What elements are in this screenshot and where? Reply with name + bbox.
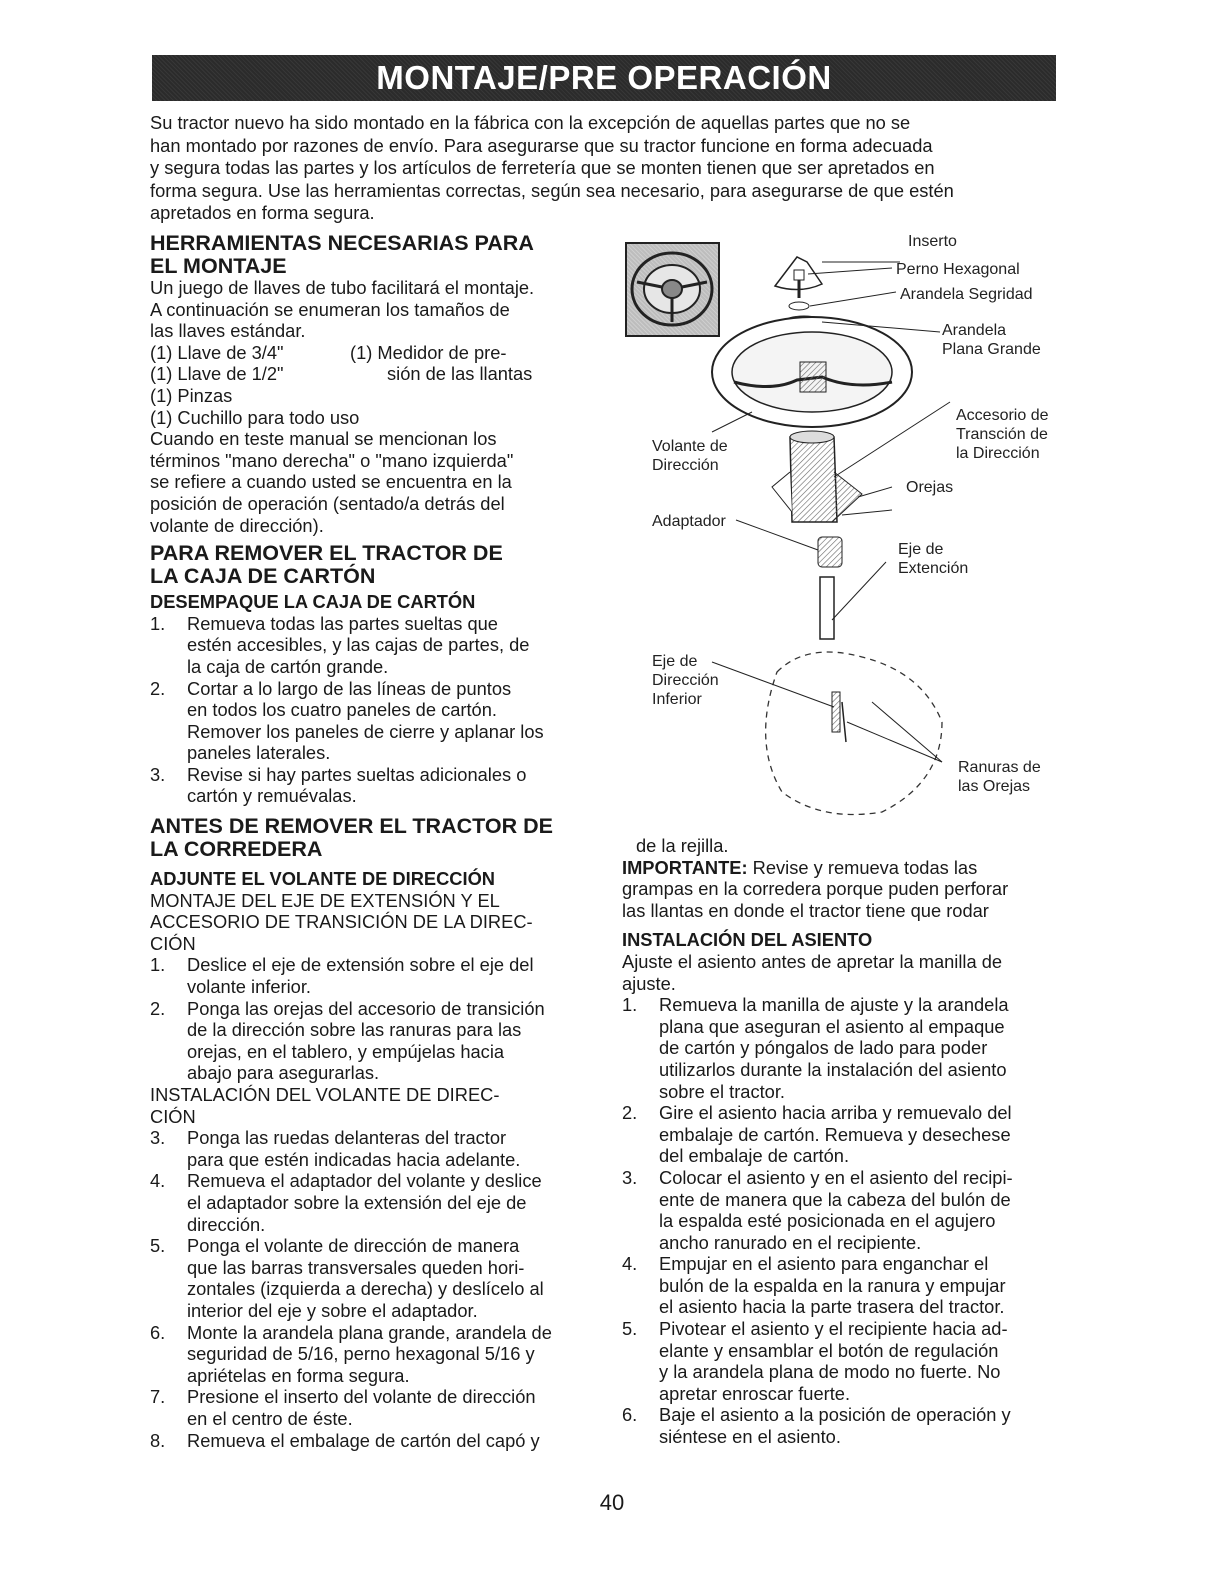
text-line: Remueva todas las partes sueltas que <box>187 612 498 634</box>
step-number: 3. <box>150 763 166 785</box>
text-line: Gire el asiento hacia arriba y remuevalo del <box>659 1102 1012 1124</box>
step-text <box>187 1430 600 1452</box>
text-line: Ranuras de <box>958 759 1041 776</box>
text-line: Empujar en el asiento para enganchar el <box>659 1253 989 1275</box>
step-number: 5. <box>622 1318 638 1340</box>
list-item <box>150 764 600 807</box>
text-line: Ajuste el asiento antes de apretar la manilla de <box>622 950 1003 972</box>
text-line: para que estén indicadas hacia adelante. <box>187 1148 521 1170</box>
text-line: se refiere a cuando usted se encuentra en la <box>150 471 512 493</box>
label-arandela-seguridad: Arandela Segridad <box>900 286 1033 303</box>
list-item <box>150 1322 600 1387</box>
text-line: INSTALACIÓN DEL VOLANTE DE DIREC- <box>150 1084 500 1105</box>
text-line: Cuando en teste manual se mencionan los <box>150 428 497 450</box>
list-item <box>150 1170 600 1235</box>
text-line: ancho ranurado en el recipiente. <box>659 1231 922 1253</box>
text-line: Revise si hay partes sueltas adicionales o <box>187 763 527 785</box>
text-line: Eje de <box>652 653 698 670</box>
step-text <box>187 764 600 807</box>
text-line: en el centro de éste. <box>187 1407 353 1429</box>
text-line: Monte la arandela plana grande, arandela de <box>187 1321 552 1343</box>
text-line: paneles laterales. <box>187 742 331 764</box>
remove-heading <box>150 542 600 587</box>
text-line: utilizarlos durante la instalación del asiento <box>659 1058 1007 1080</box>
intro-line: Su tractor nuevo ha sido montado en la fábrica con la excepción de aquellas partes que no se <box>150 112 911 133</box>
intro-paragraph <box>150 112 1070 225</box>
seat-heading: INSTALACIÓN DEL ASIENTO <box>622 929 873 951</box>
text-line: Un juego de llaves de tubo facilitará el montaje. <box>150 277 535 298</box>
text-line: seguridad de 5/16, perno hexagonal 5/16 y <box>187 1343 535 1365</box>
text-line: Baje el asiento a la posición de operación y <box>659 1404 1011 1426</box>
attach-wheel-subheading: ADJUNTE EL VOLANTE DE DIRECCIÓN <box>150 868 496 890</box>
text-line: apriételas en forma segura. <box>187 1364 410 1386</box>
text-line: Eje de <box>898 541 944 558</box>
list-item <box>622 1318 1072 1404</box>
tools-paragraph <box>150 277 600 342</box>
left-column <box>150 232 600 1451</box>
label-inserto: Inserto <box>908 233 957 250</box>
step-number: 3. <box>622 1166 638 1188</box>
important-note <box>622 857 1072 922</box>
text-line: Ponga el volante de dirección de manera <box>187 1235 520 1257</box>
seat-intro <box>622 951 1072 994</box>
text-line: Accesorio de <box>956 407 1049 424</box>
text-line: embalaje de cartón. Remueva y desechese <box>659 1123 1011 1145</box>
tool-item: (1) Llave de 1/2" <box>150 363 284 385</box>
list-item <box>622 1404 1072 1447</box>
text-line: Volante de <box>652 438 728 455</box>
list-item <box>150 678 600 764</box>
step-number: 2. <box>150 677 166 699</box>
text-line: cartón y remuévalas. <box>187 785 357 807</box>
tools-list <box>150 342 600 385</box>
text-line: ente de manera que la cabeza del bulón de <box>659 1188 1011 1210</box>
text-line: y la arandela plana de modo no fuerte. No <box>659 1361 1001 1383</box>
wheel-install-steps <box>150 1127 600 1451</box>
tool-item: (1) Llave de 3/4" <box>150 341 284 363</box>
intro-line: han montado por razones de envío. Para asegurarse que su tractor funcione en forma adecuada <box>150 134 933 156</box>
text-line: Plana Grande <box>942 341 1041 358</box>
list-item <box>622 994 1072 1102</box>
label-adaptador: Adaptador <box>652 513 726 530</box>
wheel-install-subheading <box>150 1084 600 1127</box>
text-line: CIÓN <box>150 1105 196 1127</box>
step-number: 4. <box>150 1170 166 1192</box>
text-line: Presione el inserto del volante de dirección <box>187 1386 536 1408</box>
text-line: Pivotear el asiento y el recipiente hacia ad- <box>659 1318 1008 1340</box>
text-line: Remueva el embalage de cartón del capó y <box>187 1429 540 1451</box>
text-line: de cartón y póngalos de lado para poder <box>659 1037 988 1059</box>
step-number: 1. <box>150 612 166 634</box>
tools-heading-line: HERRAMIENTAS NECESARIAS PARA <box>150 231 534 255</box>
text-line: Dirección <box>652 672 719 689</box>
text-line: sobre el tractor. <box>659 1080 785 1102</box>
text-line: la caja de cartón grande. <box>187 655 389 677</box>
text-line: abajo para asegurarlas. <box>187 1062 380 1084</box>
text-line: del embalaje de cartón. <box>659 1145 850 1167</box>
label-ranuras <box>958 758 1041 796</box>
step-text <box>187 678 600 764</box>
slide-heading-line: LA CORREDERA <box>150 836 323 861</box>
text-line: ACCESORIO DE TRANSICIÓN DE LA DIREC- <box>150 911 533 933</box>
step-number: 1. <box>622 994 638 1016</box>
intro-line: forma segura. Use las herramientas correctas, según sea necesario, para asegurarse de que estén <box>150 179 954 201</box>
text-line: volante inferior. <box>187 976 311 998</box>
text-line: posición de operación (sentado/a detrás del <box>150 492 505 514</box>
label-accesorio <box>956 406 1049 463</box>
slide-heading-line: ANTES DE REMOVER EL TRACTOR DE <box>150 814 553 839</box>
step-text <box>187 1170 600 1235</box>
tool-item: (1) Cuchillo para todo uso <box>150 406 360 428</box>
text-line: CIÓN <box>150 932 196 954</box>
step-text <box>187 1322 600 1387</box>
step-text <box>187 998 600 1084</box>
tool-item: sión de las llantas <box>387 363 533 385</box>
step-text <box>187 613 600 678</box>
section-banner <box>152 55 1056 101</box>
text-line: en todos los cuatro paneles de cartón. <box>187 699 497 721</box>
step-text <box>659 1404 1072 1447</box>
text-line: de la dirección sobre las ranuras para las <box>187 1019 522 1041</box>
extension-steps <box>150 954 600 1084</box>
text-line: orejas, en el tablero, y empújelas hacia <box>187 1040 505 1062</box>
extension-subheading <box>150 890 600 955</box>
text-line: dirección. <box>187 1213 266 1235</box>
step-text <box>187 954 600 997</box>
step-text <box>659 994 1072 1102</box>
step-text <box>659 1318 1072 1404</box>
label-eje-inferior <box>652 652 719 709</box>
step-number: 7. <box>150 1386 166 1408</box>
step-number: 5. <box>150 1235 166 1257</box>
text-line: Extención <box>898 560 969 577</box>
text-line: A continuación se enumeran los tamaños de <box>150 298 510 320</box>
slide-heading <box>150 815 600 860</box>
text-line: plana que aseguran el asiento al empaque <box>659 1015 1005 1037</box>
tools-heading-line: EL MONTAJE <box>150 253 287 278</box>
text-line: estén accesibles, y las cajas de partes, de <box>187 634 530 656</box>
text-line: zontales (izquierda a derecha) y deslícelo al <box>187 1278 544 1300</box>
list-item <box>150 954 600 997</box>
step-number: 6. <box>150 1321 166 1343</box>
text-line: Dirección <box>652 457 719 474</box>
step-number: 3. <box>150 1127 166 1149</box>
text-line: Cortar a lo largo de las líneas de puntos <box>187 677 512 699</box>
step-text <box>659 1102 1072 1167</box>
step-text <box>187 1386 600 1429</box>
intro-line: y segura todas las partes y los artículos de ferretería que se monten tienen que ser apretados en <box>150 157 935 179</box>
text-line: Remueva la manilla de ajuste y la arandela <box>659 994 1009 1016</box>
tools-heading <box>150 232 600 277</box>
text-line: Deslice el eje de extensión sobre el eje del <box>187 954 534 976</box>
text-line: Colocar el asiento y en el asiento del recipi- <box>659 1166 1013 1188</box>
text-line: la espalda esté posicionada en el agujero <box>659 1210 996 1232</box>
unpack-steps <box>150 613 600 807</box>
remove-heading-line: LA CAJA DE CARTÓN <box>150 563 376 588</box>
label-arandela-plana <box>942 321 1041 359</box>
step-number: 6. <box>622 1404 638 1426</box>
steering-assembly-diagram <box>622 222 1072 832</box>
text-line: siéntese en el asiento. <box>659 1426 841 1448</box>
label-perno-hexagonal: Perno Hexagonal <box>896 261 1020 278</box>
step-number: 1. <box>150 954 166 976</box>
important-label: IMPORTANTE: <box>622 856 748 878</box>
unpack-subheading: DESEMPAQUE LA CAJA DE CARTÓN <box>150 591 476 613</box>
hand-paragraph <box>150 428 600 536</box>
list-item <box>150 998 600 1084</box>
right-column <box>622 835 1072 1448</box>
text-line: Remueva el adaptador del volante y deslice <box>187 1170 542 1192</box>
text-line: las Orejas <box>958 778 1031 795</box>
text-line: las llaves estándar. <box>150 320 306 342</box>
continued-text: de la rejilla. <box>636 835 729 856</box>
text-line: las llantas en donde el tractor tiene que rodar <box>622 899 989 921</box>
step-text <box>659 1253 1072 1318</box>
text-line: MONTAJE DEL EJE DE EXTENSIÓN Y EL <box>150 889 500 911</box>
list-item <box>622 1167 1072 1253</box>
intro-line: apretados en forma segura. <box>150 202 375 224</box>
text-line: Transción de <box>956 426 1048 443</box>
step-number: 8. <box>150 1429 166 1451</box>
list-item <box>150 1127 600 1170</box>
text-line: elante y ensamblar el botón de regulación <box>659 1339 999 1361</box>
step-number: 4. <box>622 1253 638 1275</box>
step-number: 2. <box>622 1102 638 1124</box>
text-line: términos "mano derecha" o "mano izquierda" <box>150 449 514 471</box>
step-number: 2. <box>150 997 166 1019</box>
seat-steps <box>622 994 1072 1447</box>
step-text <box>659 1167 1072 1253</box>
step-text <box>187 1235 600 1321</box>
text-line: el adaptador sobre la extensión del eje de <box>187 1191 527 1213</box>
list-item <box>150 1386 600 1429</box>
text-line: Revise y remueva todas las <box>747 856 978 878</box>
text-line: grampas en la corredera porque puden perforar <box>622 878 1009 900</box>
label-orejas: Orejas <box>906 479 954 496</box>
text-line: Arandela <box>942 322 1007 339</box>
text-line: Remover los paneles de cierre y aplanar los <box>187 720 544 742</box>
list-item <box>150 1235 600 1321</box>
text-line: ajuste. <box>622 972 676 994</box>
text-line: la Dirección <box>956 445 1040 462</box>
list-item <box>150 1430 600 1452</box>
page-number: 40 <box>599 1490 625 1515</box>
text-line: que las barras transversales queden hori- <box>187 1256 525 1278</box>
text-line: Ponga las ruedas delanteras del tractor <box>187 1127 507 1149</box>
list-item <box>622 1253 1072 1318</box>
text-line: Ponga las orejas del accesorio de transición <box>187 997 545 1019</box>
text-line: Inferior <box>652 691 702 708</box>
text-line: bulón de la espalda en la ranura y empujar <box>659 1274 1006 1296</box>
tool-item: (1) Pinzas <box>150 384 233 406</box>
text-line: volante de dirección). <box>150 514 324 536</box>
step-text <box>187 1127 600 1170</box>
list-item <box>150 613 600 678</box>
remove-heading-line: PARA REMOVER EL TRACTOR DE <box>150 541 503 566</box>
label-eje-extencion <box>898 540 968 578</box>
text-line: apretar enroscar fuerte. <box>659 1382 851 1404</box>
section-title: MONTAJE/PRE OPERACIÓN <box>376 59 832 96</box>
list-item <box>622 1102 1072 1167</box>
tool-item: (1) Medidor de pre- <box>350 341 507 363</box>
text-line: interior del eje y sobre el adaptador. <box>187 1299 478 1321</box>
text-line: el asiento hacia la parte trasera del tractor. <box>659 1296 1005 1318</box>
label-volante <box>652 437 728 475</box>
